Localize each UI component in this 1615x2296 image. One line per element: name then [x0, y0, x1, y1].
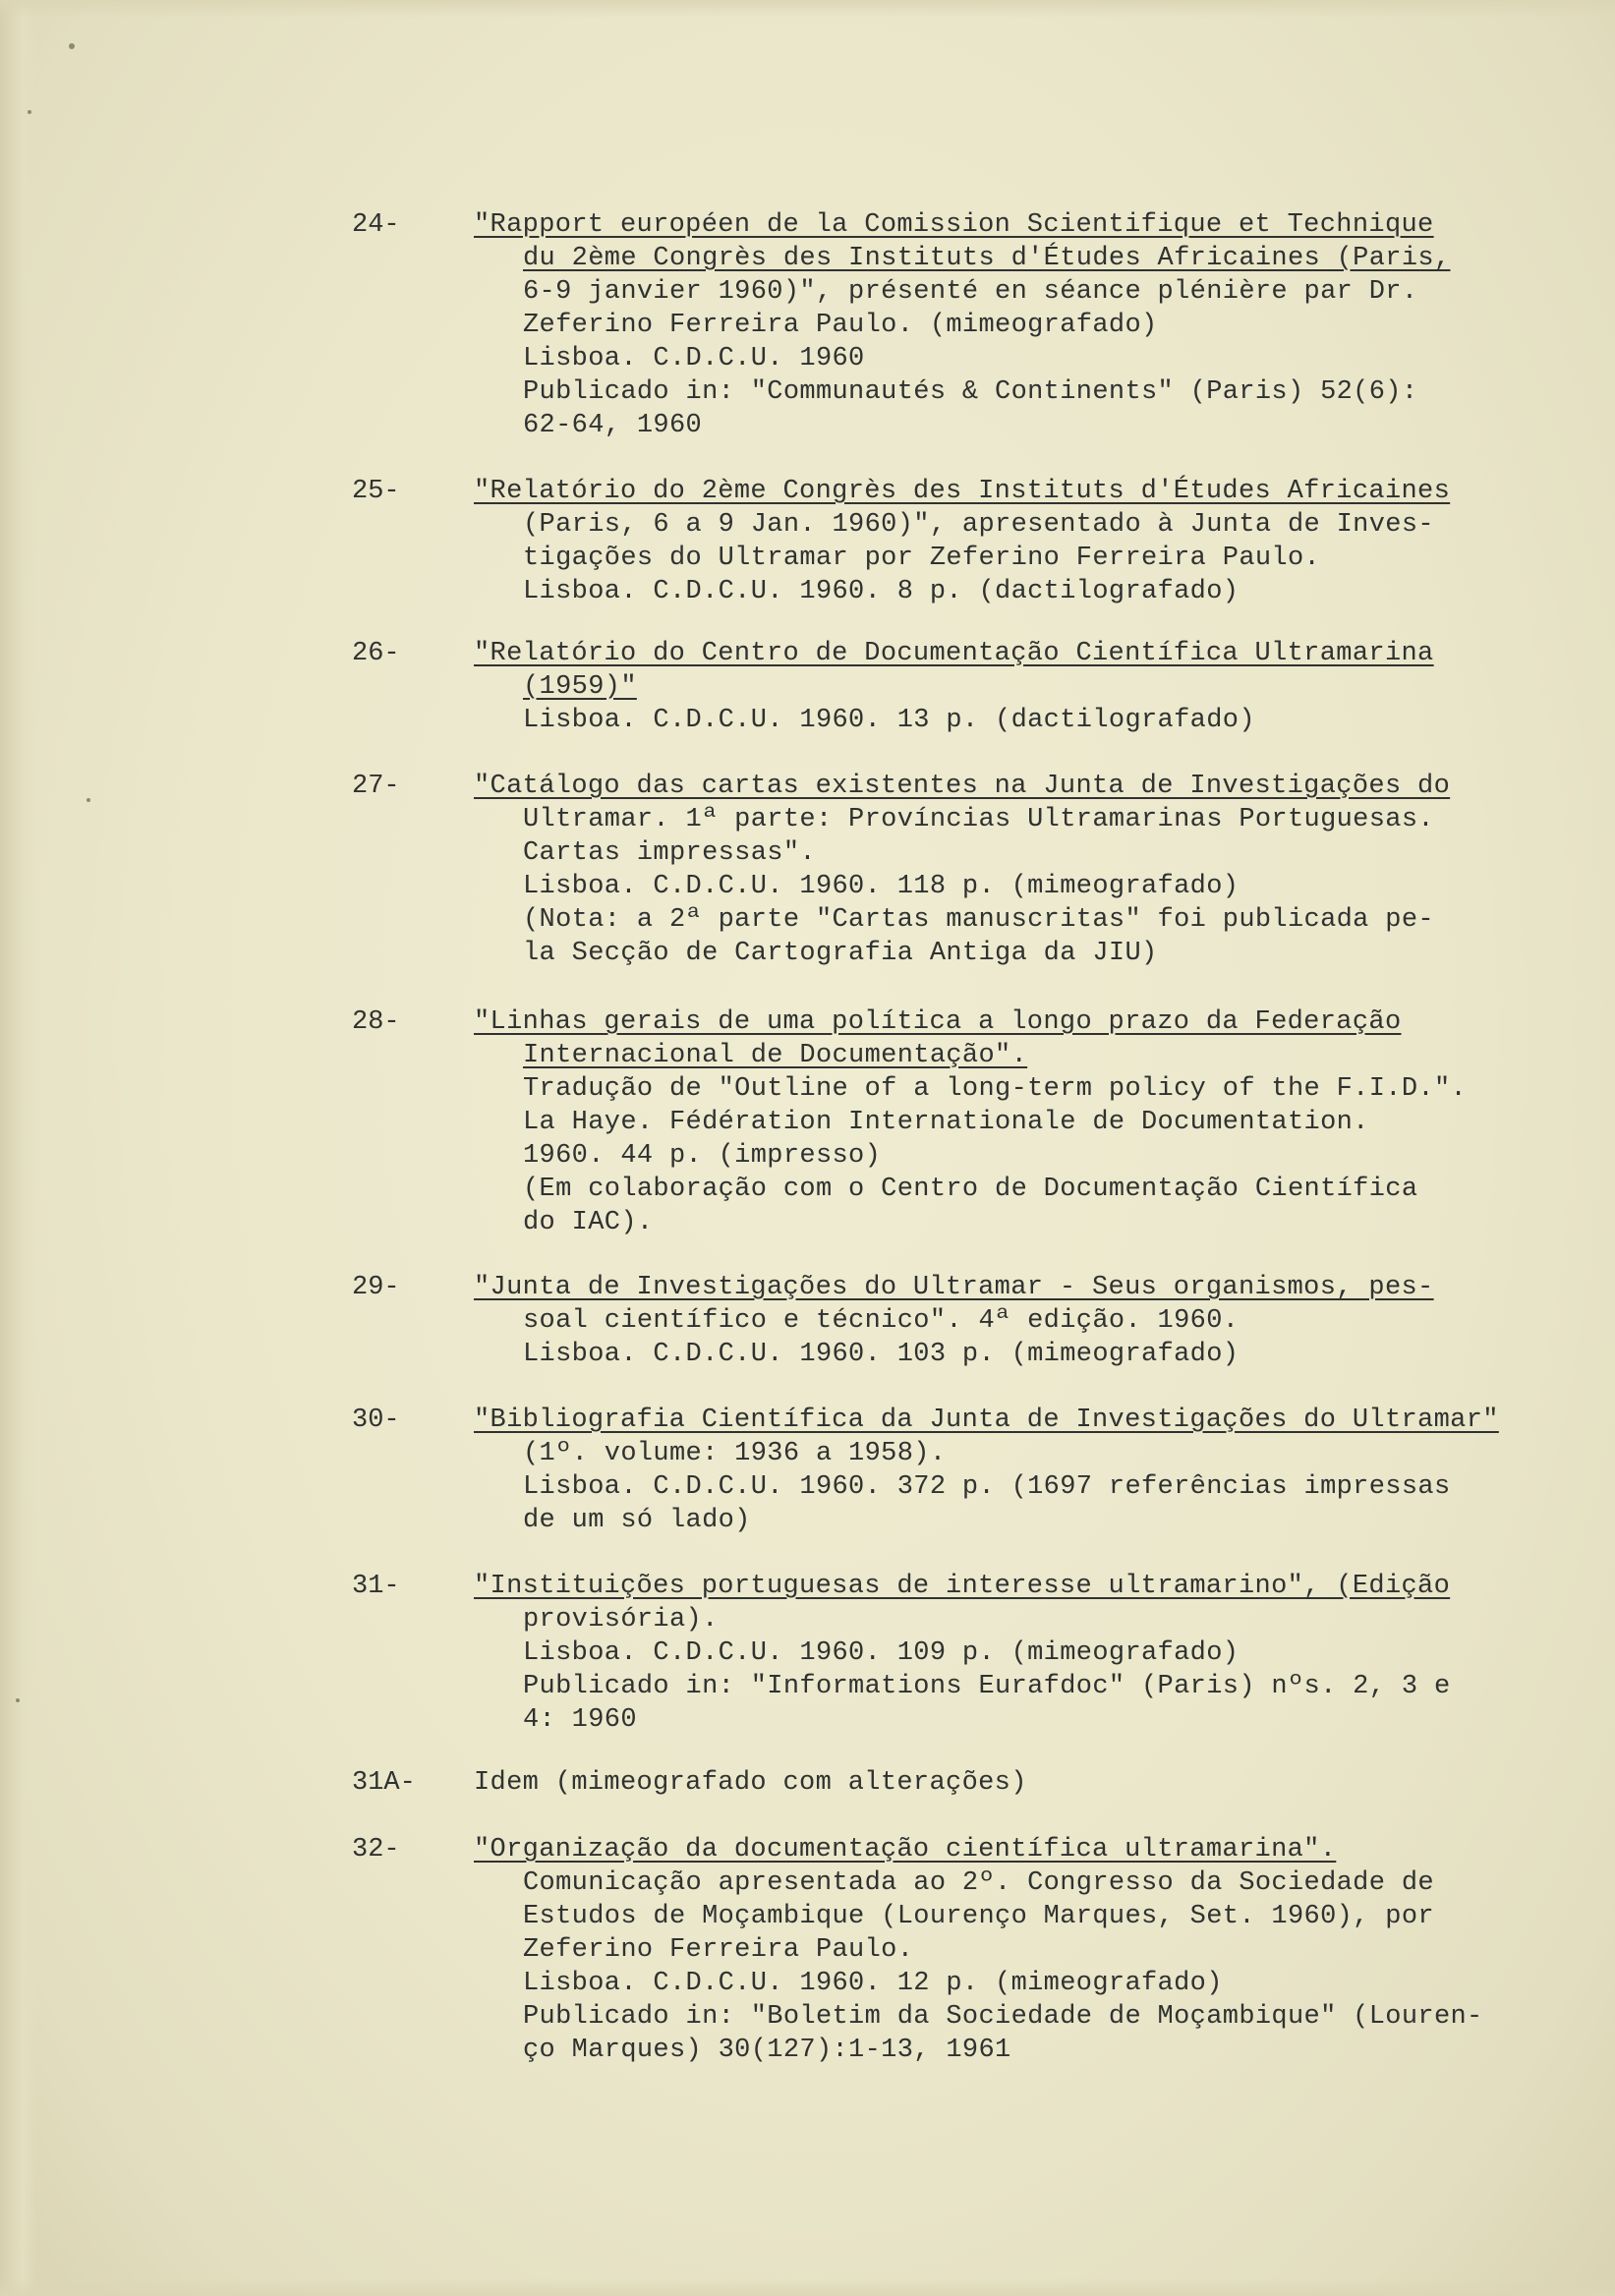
paper-edge-top	[0, 0, 1615, 18]
line-text: La Haye. Fédération Internationale de Documentation.	[523, 1108, 1369, 1137]
line-text: 4: 1960	[523, 1705, 637, 1735]
entry-detail-line	[474, 1206, 1535, 1239]
line-text: "Instituições portuguesas de interesse ultramarino", (Edição	[474, 1572, 1451, 1601]
entry-number: 28-	[352, 1007, 400, 1037]
line-text: "Junta de Investigações do Ultramar - Seus organismos, pes-	[474, 1273, 1434, 1302]
line-text: 6-9 janvier 1960)", présenté en séance plénière par Dr.	[523, 277, 1418, 307]
entry-detail-line	[474, 836, 1535, 870]
entry-detail-line	[474, 2034, 1535, 2067]
entry-detail-line	[474, 803, 1535, 836]
entry-detail-line	[474, 1670, 1535, 1703]
line-text: tigações do Ultramar por Zeferino Ferreira Paulo.	[523, 544, 1321, 573]
paper-speck	[16, 1698, 20, 1702]
line-text: "Bibliografia Científica da Junta de Investigações do Ultramar"	[474, 1406, 1499, 1435]
entry-detail-line	[474, 1173, 1535, 1206]
line-text: (1959)"	[523, 672, 637, 702]
entry-detail-line	[474, 375, 1535, 409]
line-text: provisória).	[523, 1605, 719, 1635]
entry-detail-line	[474, 1900, 1535, 1933]
line-text: Lisboa. C.D.C.U. 1960. 103 p. (mimeografado)	[523, 1340, 1240, 1369]
entry-number: 32-	[352, 1835, 400, 1865]
line-text: "Catálogo das cartas existentes na Junta de Investigações do	[474, 772, 1451, 801]
entry-text	[474, 637, 1535, 737]
entry-number: 31A-	[352, 1768, 416, 1798]
line-text: Estudos de Moçambique (Lourenço Marques, Set. 1960), por	[523, 1902, 1434, 1931]
paper-edge-bottom	[0, 2278, 1615, 2296]
entry-number: 27-	[352, 772, 400, 801]
line-text: Comunicação apresentada ao 2º. Congresso da Sociedade de	[523, 1868, 1434, 1898]
line-text: do IAC).	[523, 1208, 654, 1237]
entry-detail-line	[474, 1304, 1535, 1338]
entry-detail-line	[474, 1039, 1535, 1072]
line-text: Publicado in: "Boletim da Sociedade de Moçambique" (Louren-	[523, 2002, 1483, 2032]
line-text: Tradução de "Outline of a long-term policy of the F.I.D.".	[523, 1074, 1468, 1104]
entry-detail-line	[474, 1338, 1535, 1371]
entry-title-line	[474, 1570, 1535, 1603]
line-text: Lisboa. C.D.C.U. 1960. 109 p. (mimeografado)	[523, 1638, 1240, 1668]
line-text: 62-64, 1960	[523, 411, 703, 440]
entry-detail-line	[474, 1967, 1535, 2000]
entry-detail-line	[474, 409, 1535, 442]
entry-detail-line	[474, 542, 1535, 575]
entry-detail-line	[474, 670, 1535, 704]
entry-text	[474, 208, 1535, 442]
entry-text	[474, 1404, 1535, 1537]
line-text: "Rapport européen de la Comission Scientifique et Technique	[474, 210, 1434, 240]
line-text: 1960. 44 p. (impresso)	[523, 1141, 882, 1171]
line-text: ço Marques) 30(127):1-13, 1961	[523, 2036, 1011, 2065]
line-text: Publicado in: "Informations Eurafdoc" (Paris) nºs. 2, 3 e	[523, 1672, 1451, 1701]
line-text: Zeferino Ferreira Paulo.	[523, 1935, 914, 1965]
entry-detail-line	[474, 309, 1535, 342]
entry-detail-line	[474, 575, 1535, 608]
line-text: soal científico e técnico". 4ª edição. 1960.	[523, 1306, 1240, 1336]
entry-detail-line	[474, 1470, 1535, 1504]
paper-speck	[28, 110, 31, 114]
line-text: Cartas impressas".	[523, 838, 816, 868]
entry-detail-line	[474, 937, 1535, 970]
entry-title-line	[474, 475, 1535, 508]
paper-speck	[87, 798, 90, 802]
line-text: Lisboa. C.D.C.U. 1960. 13 p. (dactilografado)	[523, 706, 1255, 735]
entry-detail-line	[474, 275, 1535, 309]
entry-detail-line	[474, 1139, 1535, 1173]
entry-title-line	[474, 1005, 1535, 1039]
entry-text	[474, 1833, 1535, 2067]
entry-title-line	[474, 637, 1535, 670]
entry-number: 29-	[352, 1273, 400, 1302]
paper-speck	[69, 43, 75, 49]
line-text: Internacional de Documentação".	[523, 1041, 1028, 1070]
entry-number: 25-	[352, 477, 400, 506]
entry-detail-line	[474, 508, 1535, 542]
entry-text	[474, 1570, 1535, 1737]
line-text: Idem (mimeografado com alterações)	[474, 1768, 1027, 1798]
entry-text	[474, 1005, 1535, 1239]
entry-detail-line	[474, 1636, 1535, 1670]
line-text: "Linhas gerais de uma política a longo prazo da Federação	[474, 1007, 1402, 1037]
entry-detail-line	[474, 1866, 1535, 1900]
entry-title-line	[474, 1833, 1535, 1866]
line-text: Lisboa. C.D.C.U. 1960. 118 p. (mimeografado)	[523, 872, 1240, 901]
entry-detail-line	[474, 2000, 1535, 2034]
line-text: Zeferino Ferreira Paulo. (mimeografado)	[523, 311, 1158, 340]
line-text: (Em colaboração com o Centro de Documentação Científica	[523, 1175, 1418, 1204]
line-text: "Organização da documentação científica ultramarina".	[474, 1835, 1337, 1865]
line-text: (Paris, 6 a 9 Jan. 1960)", apresentado à Junta de Inves-	[523, 510, 1434, 540]
entry-detail-line	[474, 1703, 1535, 1737]
entry-detail-line	[474, 1072, 1535, 1106]
entry-detail-line	[474, 1933, 1535, 1967]
entry-detail-line	[474, 1504, 1535, 1537]
entry-title-line	[474, 208, 1535, 242]
entry-detail-line	[474, 1106, 1535, 1139]
line-text: "Relatório do 2ème Congrès des Instituts d'Études Africaines	[474, 477, 1451, 506]
entry-number: 31-	[352, 1572, 400, 1601]
entry-text	[474, 475, 1535, 608]
line-text: Lisboa. C.D.C.U. 1960	[523, 344, 865, 373]
entry-title-line	[474, 1404, 1535, 1437]
entry-number: 24-	[352, 210, 400, 240]
line-text: (1º. volume: 1936 a 1958).	[523, 1439, 947, 1468]
line-text: Lisboa. C.D.C.U. 1960. 8 p. (dactilografado)	[523, 577, 1240, 606]
entry-number: 30-	[352, 1406, 400, 1435]
entry-title-line	[474, 1271, 1535, 1304]
entry-text	[474, 1271, 1535, 1371]
entry-detail-line	[474, 704, 1535, 737]
line-text: Lisboa. C.D.C.U. 1960. 12 p. (mimeografado)	[523, 1969, 1223, 1998]
line-text: Ultramar. 1ª parte: Províncias Ultramarinas Portuguesas.	[523, 805, 1434, 834]
line-text: du 2ème Congrès des Instituts d'Études Africaines (Paris,	[523, 244, 1451, 273]
line-text: Publicado in: "Communautés & Continents" (Paris) 52(6):	[523, 377, 1418, 407]
line-text: de um só lado)	[523, 1506, 751, 1535]
line-text: "Relatório do Centro de Documentação Científica Ultramarina	[474, 639, 1434, 668]
entry-number: 26-	[352, 639, 400, 668]
entry-text	[474, 770, 1535, 970]
entry-detail-line	[474, 870, 1535, 903]
entry-detail-line	[474, 1603, 1535, 1636]
entry-title-line	[474, 1766, 1535, 1800]
line-text: (Nota: a 2ª parte "Cartas manuscritas" foi publicada pe-	[523, 905, 1434, 935]
entry-detail-line	[474, 903, 1535, 937]
entry-title-line	[474, 770, 1535, 803]
entry-detail-line	[474, 342, 1535, 375]
entry-text	[474, 1766, 1535, 1800]
line-text: la Secção de Cartografia Antiga da JIU)	[523, 939, 1158, 968]
entry-detail-line	[474, 1437, 1535, 1470]
entry-detail-line	[474, 242, 1535, 275]
paper-edge-left	[0, 0, 37, 2296]
line-text: Lisboa. C.D.C.U. 1960. 372 p. (1697 referências impressas	[523, 1472, 1451, 1502]
